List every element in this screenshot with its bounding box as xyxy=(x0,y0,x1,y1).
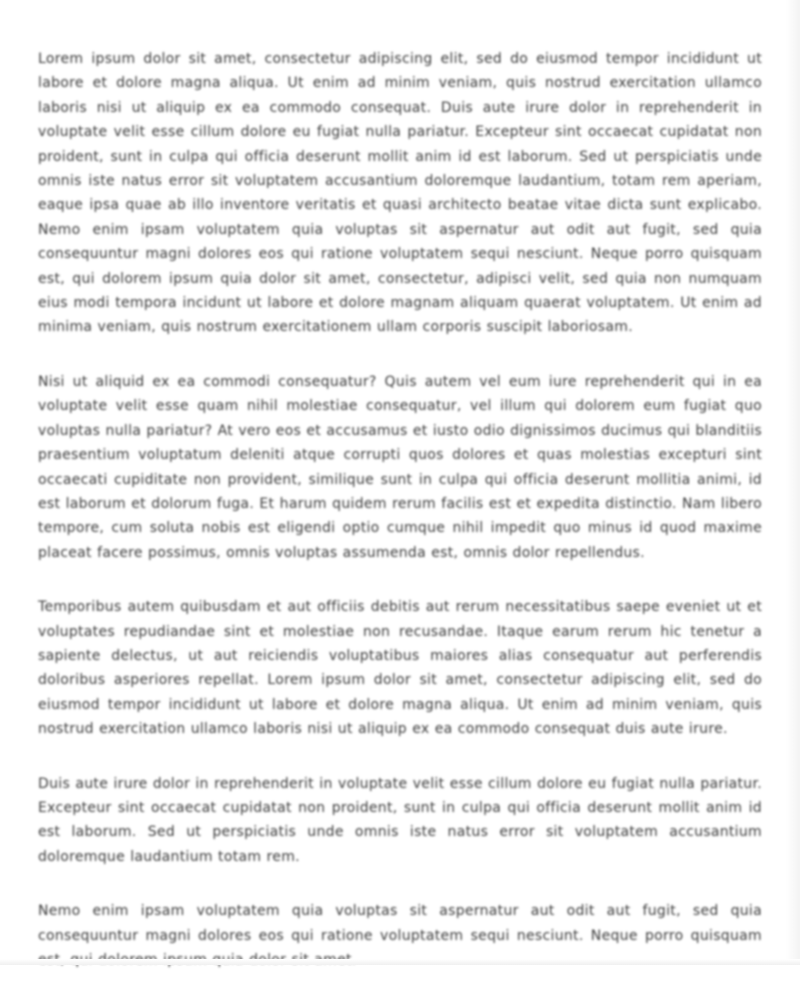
paragraph-text: Nemo enim ipsam voluptatem quia voluptas sit aspernatur aut odit aut fugit, sed quia consequuntur magni dolores eos qui ratione voluptatem sequi nesciunt. Neque porro quisquam xyxy=(38,903,762,944)
paragraph-text: Lorem ipsum dolor sit amet, consectetur adipiscing elit, sed do eiusmod tempor incididunt ut labore et dolore magna aliqua. Ut enim ad minim veniam, quis nostrud exercitation ullamco laboris nisi ut aliquip ex ea commodo consequat. Duis aute irure dolor in reprehenderit in voluptate velit esse cillum dolore eu fugiat nulla pariatur. Excepteur sint occaecat cupidatat non proident, sunt in culpa qui officia deserunt mollit anim id est laborum. Sed ut perspiciatis unde omnis iste natus error sit voluptatem accusantium doloremque laudantium, totam rem aperiam, eaque ipsa quae ab illo inventore veritatis et quasi architecto beatae vitae dicta sunt explicabo. Nemo enim ipsam voluptatem quia voluptas sit aspernatur aut odit aut fugit, sed quia consequuntur magni dolores eos qui ratione voluptatem sequi nesciunt. Neque porro quisquam est, qui dolorem ipsum quia dolor sit amet, consectetur, adipisci velit, sed quia non numquam eius modi tempora incidunt ut labore et dolore magnam aliquam quaerat voluptatem. Ut enim ad minima veniam, quis nostrum exercitationem ullam corporis suscipit laboriosam. xyxy=(38,51,762,336)
page-bottom-edge xyxy=(0,959,800,965)
paragraph-4 xyxy=(38,772,762,870)
paragraph-text: Nisi ut aliquid ex ea commodi consequatur? Quis autem vel eum iure reprehenderit qui in ea voluptate velit esse quam nihil molestiae consequatur, vel illum qui dolorem eum fugiat quo voluptas nulla pariatur? At vero eos et accusamus et iusto odio dignissimos ducimus qui blanditiis praesentium voluptatum deleniti atque corrupti quos dolores et quas molestias excepturi sint occaecati cupiditate non provident, similique sunt in culpa qui officia deserunt mollitia animi, id est laborum et dolorum fuga. Et harum quidem rerum facilis est et expedita distinctio. Nam libero tempore, cum soluta nobis est eligendi optio cumque nihil impedit quo minus id quod maxime placeat facere possimus, omnis voluptas assumenda est, omnis dolor repellendus. xyxy=(38,373,762,561)
document-body xyxy=(38,47,762,1002)
page-right-edge xyxy=(786,0,800,965)
paragraph-text: Temporibus autem quibusdam et aut officiis debitis aut rerum necessitatibus saepe eveniet ut et voluptates repudiandae sint et molestiae non recusandae. Itaque earum rerum hic tenetur a sapiente delectus, ut aut reiciendis voluptatibus maiores alias consequatur aut perferendis doloribus asperiores repellat. Lorem ipsum dolor sit amet, consectetur adipiscing elit, sed do eiusmod tempor incididunt ut labore et dolore magna aliqua. Ut enim ad minim veniam, quis nostrud exercitation ullamco laboris nisi ut aliquip ex ea commodo consequat duis aute irure. xyxy=(38,599,762,738)
paragraph-2 xyxy=(38,370,762,565)
paragraph-text: Duis aute irure dolor in reprehenderit in voluptate velit esse cillum dolore eu fugiat nulla pariatur. Excepteur sint occaecat cupidatat non proident, sunt in culpa qui officia deserunt mollit anim id est laborum. Sed ut perspiciatis unde omnis iste natus error sit voluptatem accusantium doloremque laudantium totam rem. xyxy=(38,775,762,865)
paragraph-1 xyxy=(38,47,762,340)
paragraph-3 xyxy=(38,595,762,741)
